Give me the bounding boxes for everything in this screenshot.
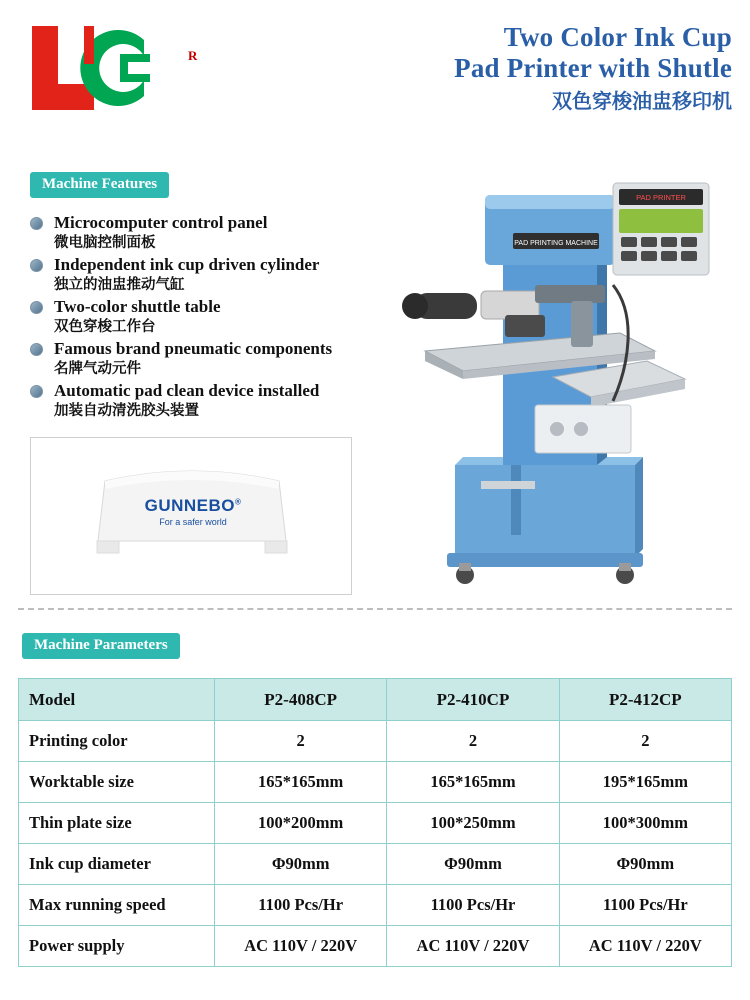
title-line-2: Pad Printer with Shutle	[454, 53, 732, 83]
cell-value: 1100 Pcs/Hr	[387, 885, 559, 926]
cell-value: 100*250mm	[387, 803, 559, 844]
bullet-icon	[30, 385, 43, 398]
sample-product-photo	[30, 437, 352, 595]
cell-value: 195*165mm	[559, 762, 731, 803]
table-header-row	[19, 679, 732, 721]
row-label: Thin plate size	[19, 803, 215, 844]
title-chinese: 双色穿梭油盅移印机	[552, 89, 732, 113]
bullet-icon	[30, 259, 43, 272]
pad-printer-illustration	[385, 165, 735, 595]
list-item	[30, 380, 410, 421]
cell-value: 100*200mm	[215, 803, 387, 844]
cell-value: 2	[387, 721, 559, 762]
column-header-model-3: P2-412CP	[559, 679, 731, 721]
cell-value: 165*165mm	[387, 762, 559, 803]
table-row	[19, 803, 732, 844]
feature-text-cn: 独立的油盅推动气缸	[54, 277, 185, 293]
cell-value: AC 110V / 220V	[387, 926, 559, 967]
list-item	[30, 338, 410, 379]
column-header-model: Model	[19, 679, 215, 721]
registered-trademark: R	[188, 48, 198, 63]
title-line-1: Two Color Ink Cup	[503, 22, 732, 52]
bullet-icon	[30, 301, 43, 314]
feature-text-en: Famous brand pneumatic components	[54, 339, 333, 358]
printed-brand-label	[113, 496, 273, 527]
cell-value: 1100 Pcs/Hr	[559, 885, 731, 926]
brand-name: GUNNEBO	[144, 496, 235, 515]
section-divider	[18, 608, 732, 610]
table-row	[19, 885, 732, 926]
brand-tagline: For a safer world	[159, 517, 227, 527]
features-list	[30, 212, 410, 422]
cell-value: Φ90mm	[387, 844, 559, 885]
company-logo	[28, 22, 198, 112]
cell-value: AC 110V / 220V	[215, 926, 387, 967]
machine-features-tag: Machine Features	[30, 172, 169, 198]
page-title	[454, 22, 732, 116]
row-label: Max running speed	[19, 885, 215, 926]
list-item	[30, 296, 410, 337]
parameters-table	[18, 678, 732, 967]
table-row	[19, 721, 732, 762]
cell-value: 2	[559, 721, 731, 762]
cell-value: 1100 Pcs/Hr	[215, 885, 387, 926]
machine-body-label: PAD PRINTING MACHINE	[514, 240, 598, 247]
control-panel-label: PAD PRINTER	[636, 193, 686, 202]
feature-text-cn: 双色穿梭工作台	[54, 319, 156, 335]
cell-value: 2	[215, 721, 387, 762]
row-label: Power supply	[19, 926, 215, 967]
feature-text-cn: 名牌气动元件	[54, 361, 141, 377]
page-header	[0, 0, 750, 140]
feature-text-en: Automatic pad clean device installed	[54, 381, 320, 400]
brand-registered-mark: ®	[235, 497, 242, 507]
feature-text-cn: 加装自动清洗胶头装置	[54, 403, 199, 419]
table-row	[19, 762, 732, 803]
cell-value: AC 110V / 220V	[559, 926, 731, 967]
list-item	[30, 254, 410, 295]
machine-photo	[385, 165, 735, 595]
column-header-model-1: P2-408CP	[215, 679, 387, 721]
feature-text-cn: 微电脑控制面板	[54, 235, 156, 251]
table-row	[19, 926, 732, 967]
lc-logo-icon	[28, 22, 178, 114]
cell-value: Φ90mm	[559, 844, 731, 885]
feature-text-en: Microcomputer control panel	[54, 213, 268, 232]
row-label: Ink cup diameter	[19, 844, 215, 885]
row-label: Worktable size	[19, 762, 215, 803]
machine-parameters-tag: Machine Parameters	[22, 633, 180, 659]
row-label: Printing color	[19, 721, 215, 762]
feature-text-en: Two-color shuttle table	[54, 297, 221, 316]
cell-value: Φ90mm	[215, 844, 387, 885]
cell-value: 165*165mm	[215, 762, 387, 803]
bullet-icon	[30, 343, 43, 356]
list-item	[30, 212, 410, 253]
column-header-model-2: P2-410CP	[387, 679, 559, 721]
table-row	[19, 844, 732, 885]
cell-value: 100*300mm	[559, 803, 731, 844]
bullet-icon	[30, 217, 43, 230]
feature-text-en: Independent ink cup driven cylinder	[54, 255, 320, 274]
